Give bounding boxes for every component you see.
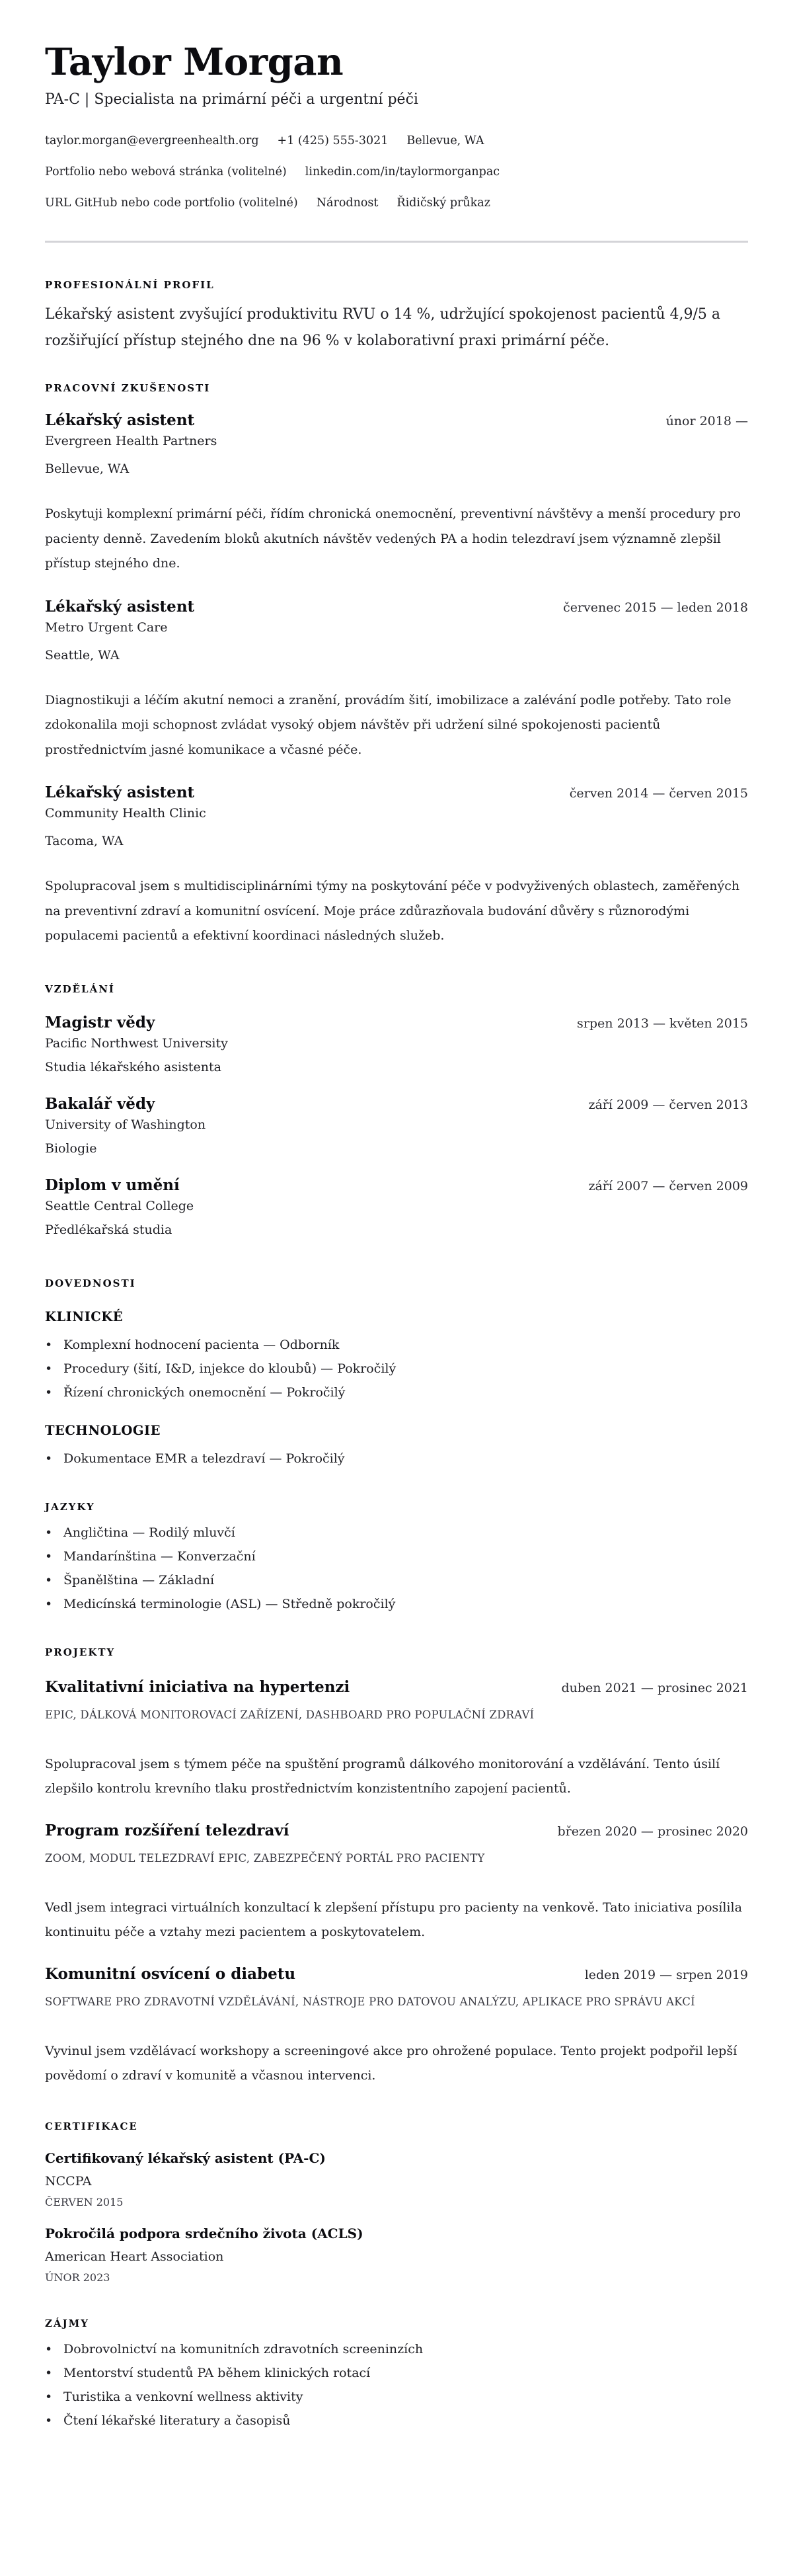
contact-phone[interactable]: +1 (425) 555-3021 [277, 134, 389, 147]
education-header [45, 1012, 748, 1033]
education-degree: Bakalář vědy [45, 1094, 155, 1113]
section-title-certifications: CERTIFIKACE [45, 2120, 138, 2132]
contact-location: Bellevue, WA [406, 134, 484, 147]
header-divider [45, 241, 748, 243]
project-description: Vedl jsem integraci virtuálních konzultací k zlepšení přístupu pro pacienty na venkově. Tato iniciativa posílila kontinuitu péče a vztahy mezi pacientem a poskytovatelem. [45, 1900, 742, 1939]
section-title-projects: PROJEKTY [45, 1646, 116, 1658]
language-item: • Mandarínština — Konverzační [45, 1545, 748, 1568]
job-organization: Metro Urgent Care [45, 620, 168, 635]
interests-section [45, 2316, 748, 2433]
contact-portfolio[interactable]: Portfolio nebo webová stránka (volitelné) [45, 165, 287, 179]
profile-summary: Lékařský asistent zvyšující produktivitu RVU o 14 %, udržující spokojenost pacientů 4,9/5 a rozšiřující přístup stejného dne na 96 % v kolaborativní praxi primární péče. [45, 306, 721, 349]
language-item: • Španělština — Základní [45, 1568, 748, 1592]
language-list [45, 1521, 748, 1616]
language-item: • Angličtina — Rodilý mluvčí [45, 1521, 748, 1545]
languages-section [45, 1500, 748, 1616]
job-description: Poskytuji komplexní primární péči, řídím chronická onemocnění, preventivní návštěvy a menší procedury pro pacienty denně. Zavedením bloků akutních návštěv vedených PA a hodin telezdraví jsem významně zlepšil přístup stejného dne. [45, 506, 741, 571]
job-organization: Community Health Clinic [45, 806, 206, 821]
certification-issuer: American Heart Association [45, 2249, 224, 2264]
contact-row-2 [45, 163, 748, 181]
project-tech: EPIC, DÁLKOVÁ MONITOROVACÍ ZAŘÍZENÍ, DASHBOARD PRO POPULAČNÍ ZDRAVÍ [45, 1708, 535, 1721]
job-description: Diagnostikuji a léčím akutní nemoci a zranění, provádím šití, imobilizace a zalévání podle potřeby. Tato role zdokonalila moji schopnost zvládat vysoký objem návštěv při udržení silné spokojenosti pacientů prostřednictvím jasné komunikace a včasné péče. [45, 692, 732, 757]
job-role: Lékařský asistent [45, 597, 195, 616]
job-dates: červen 2014 — červen 2015 [569, 786, 748, 801]
education-dates: srpen 2013 — květen 2015 [577, 1016, 748, 1031]
language-item: • Medicínská terminologie (ASL) — Středně pokročilý [45, 1592, 748, 1616]
job-location: Tacoma, WA [45, 834, 124, 848]
contact-row-1 [45, 132, 748, 149]
job-header [45, 410, 748, 431]
education-degree: Magistr vědy [45, 1013, 155, 1031]
education-entry [45, 1012, 748, 1076]
education-field: Předlékařská studia [45, 1222, 172, 1237]
section-title-experience: PRACOVNÍ ZKUŠENOSTI [45, 382, 211, 394]
project-name: Program rozšíření telezdraví [45, 1821, 289, 1839]
certification-name: Pokročilá podpora srdečního života (ACLS) [45, 2225, 363, 2241]
project-dates: březen 2020 — prosinec 2020 [557, 1824, 748, 1839]
contact-github[interactable]: URL GitHub nebo code portfolio (volitelné) [45, 196, 298, 210]
interest-item: • Turistika a venkovní wellness aktivity [45, 2385, 748, 2409]
experience-section [45, 381, 748, 949]
education-school: Seattle Central College [45, 1198, 194, 1213]
contact-nationality: Národnost [316, 196, 379, 210]
skill-item: • Procedury (šití, I&D, injekce do kloubů) — Pokročilý [45, 1357, 748, 1381]
section-title-skills: DOVEDNOSTI [45, 1277, 136, 1289]
job-header [45, 782, 748, 803]
education-school: Pacific Northwest University [45, 1035, 228, 1051]
candidate-headline: PA-C | Specialista na primární péči a urgentní péči [45, 91, 418, 108]
education-entry [45, 1175, 748, 1239]
interest-item: • Mentorství studentů PA během klinických rotací [45, 2361, 748, 2385]
education-section [45, 982, 748, 1239]
project-tech: ZOOM, MODUL TELEZDRAVÍ EPIC, ZABEZPEČENÝ PORTÁL PRO PACIENTY [45, 1851, 485, 1865]
certification-date: ÚNOR 2023 [45, 2271, 110, 2284]
project-header [45, 1964, 748, 1985]
project-description: Spolupracoval jsem s týmem péče na spuštění programů dálkového monitorování a vzdělávání. Tento úsilí zlepšilo kontrolu krevního tlaku prostřednictvím konzistentního zapojení pacientů. [45, 1756, 720, 1796]
project-tech: SOFTWARE PRO ZDRAVOTNÍ VZDĚLÁVÁNÍ, NÁSTROJE PRO DATOVOU ANALÝZU, APLIKACE PRO SPRÁVU AKCÍ [45, 1995, 695, 2008]
project-description: Vyvinul jsem vzdělávací workshopy a screeningové akce pro ohrožené populace. Tento projekt podpořil lepší povědomí o zdraví v komunitě a včasnou intervenci. [45, 2043, 737, 2083]
project-header [45, 1820, 748, 1841]
contact-drivers-license: Řidičský průkaz [397, 196, 490, 210]
section-title-interests: ZÁJMY [45, 2317, 89, 2329]
project-dates: leden 2019 — srpen 2019 [584, 1967, 748, 1982]
job-header [45, 596, 748, 618]
project-entry [45, 1677, 748, 1802]
section-title-education: VZDĚLÁNÍ [45, 983, 115, 995]
candidate-name: Taylor Morgan [45, 40, 344, 84]
education-field: Studia lékařského asistenta [45, 1059, 221, 1074]
education-dates: září 2009 — červen 2013 [588, 1097, 748, 1112]
job-entry [45, 782, 748, 949]
skills-section [45, 1276, 748, 1470]
job-entry [45, 410, 748, 577]
certification-name: Certifikovaný lékařský asistent (PA-C) [45, 2150, 326, 2166]
section-title-languages: JAZYKY [45, 1500, 95, 1513]
interest-item: • Dobrovolnictví na komunitních zdravotních screeninzích [45, 2337, 748, 2361]
project-entry [45, 1820, 748, 1945]
contact-row-3 [45, 194, 748, 212]
interest-list [45, 2337, 748, 2433]
job-entry [45, 596, 748, 763]
contact-linkedin[interactable]: linkedin.com/in/taylormorganpac [305, 165, 500, 179]
job-location: Seattle, WA [45, 647, 120, 663]
job-organization: Evergreen Health Partners [45, 434, 217, 448]
project-entry [45, 1964, 748, 2089]
certifications-section [45, 2119, 748, 2286]
projects-section [45, 1645, 748, 2089]
profile-section [45, 278, 748, 354]
education-header [45, 1175, 748, 1196]
education-entry [45, 1094, 748, 1158]
skill-item: • Řízení chronických onemocnění — Pokročilý [45, 1381, 748, 1404]
certification-entry [45, 2224, 748, 2286]
education-field: Biologie [45, 1141, 97, 1156]
job-description: Spolupracoval jsem s multidisciplinárními týmy na poskytování péče v podvyživených oblastech, zaměřených na preventivní zdraví a komunitní osvícení. Moje práce zdůrazňovala budování důvěry s různorodými populacemi pacientů a efektivní koordinaci následných služeb. [45, 879, 740, 943]
interest-item: • Čtení lékařské literatury a časopisů [45, 2409, 748, 2433]
education-header [45, 1094, 748, 1115]
skill-list-technology [45, 1447, 748, 1470]
contact-email[interactable]: taylor.morgan@evergreenhealth.org [45, 134, 259, 147]
certification-date: ČERVEN 2015 [45, 2195, 124, 2208]
education-dates: září 2007 — červen 2009 [588, 1178, 748, 1193]
resume-header [45, 38, 748, 212]
job-dates: únor 2018 — [665, 414, 748, 428]
job-location: Bellevue, WA [45, 462, 130, 476]
section-title-profile: PROFESIONÁLNÍ PROFIL [45, 279, 215, 291]
skill-category-clinical: KLINICKÉ [45, 1308, 124, 1324]
job-role: Lékařský asistent [45, 411, 195, 429]
skill-item: • Komplexní hodnocení pacienta — Odborník [45, 1333, 748, 1357]
project-name: Kvalitativní iniciativa na hypertenzi [45, 1677, 350, 1696]
certification-entry [45, 2148, 748, 2210]
job-role: Lékařský asistent [45, 784, 195, 801]
project-header [45, 1677, 748, 1698]
skill-list-clinical [45, 1333, 748, 1404]
education-school: University of Washington [45, 1117, 206, 1132]
job-dates: červenec 2015 — leden 2018 [563, 600, 748, 615]
project-dates: duben 2021 — prosinec 2021 [561, 1680, 748, 1695]
skill-category-technology: TECHNOLOGIE [45, 1422, 161, 1438]
certification-issuer: NCCPA [45, 2173, 92, 2189]
project-name: Komunitní osvícení o diabetu [45, 1964, 296, 1983]
skill-item: • Dokumentace EMR a telezdraví — Pokročilý [45, 1447, 748, 1470]
education-degree: Diplom v umění [45, 1176, 180, 1194]
